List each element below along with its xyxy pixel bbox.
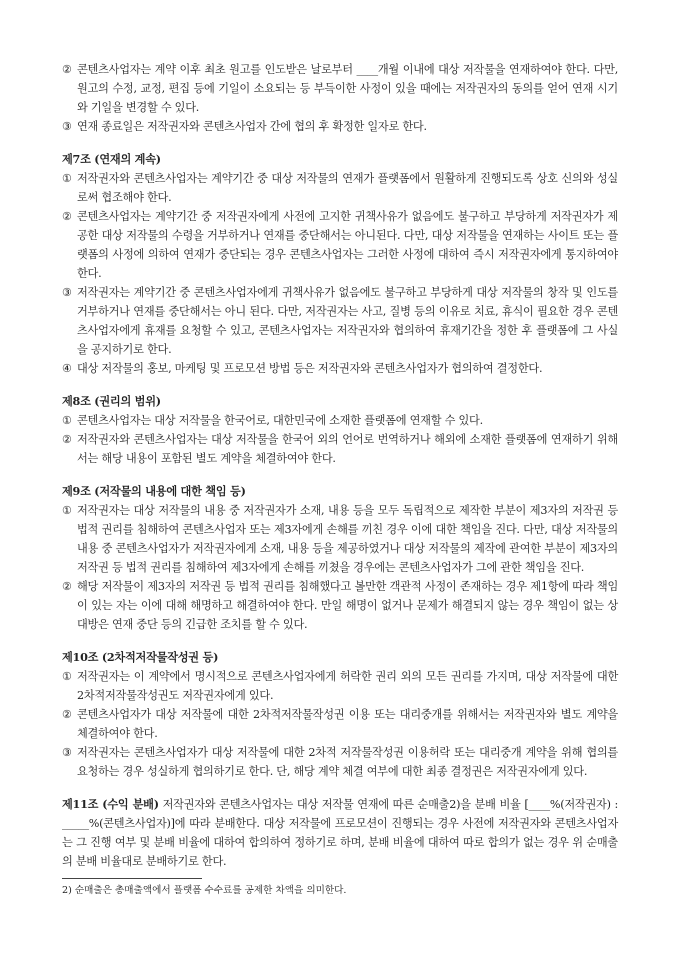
clause-text: 대상 저작물의 홍보, 마케팅 및 프로모션 방법 등은 저작권자와 콘텐츠사업자가 협의하여 결정한다.: [77, 362, 543, 375]
clause-text: 해당 저작물이 제3자의 저작권 등 법적 권리를 침해했다고 볼만한 객관적 사정이 존재하는 경우 제1항에 따라 책임이 있는 자는 이에 대해 해명하고 해결하여야 한다. 만일 해명이 없거나 문제가 해결되지 않는 경우 책임이 없는 상대방은 연재 중단 등의 긴급한 조치를 할 수 있다.: [77, 580, 618, 631]
clause-text: 콘텐츠사업자는 계약 이후 최초 원고를 인도받은 날로부터 ____개월 이내에 대상 저작물을 연재하여야 한다. 다만, 원고의 수정, 교정, 편집 등에 기일이 소요되는 등 부득이한 사정이 있을 때에는 저작권자의 동의를 얻어 연재 시기와 기일을 변경할 수 있다.: [77, 63, 618, 114]
clause-text: 콘텐츠사업자는 계약기간 중 저작권자에게 사전에 고지한 귀책사유가 없음에도 불구하고 부당하게 저작권자가 제공한 대상 저작물의 수령을 거부하거나 연재를 중단해서는 아니된다. 다만, 대상 저작물을 연재하는 사이트 또는 플랫폼의 사정에 의하여 연재가 중단되는 경우 콘텐츠사업자는 그러한 사정에 대하여 즉시 저작권자에게 통지하여야 한다.: [77, 210, 618, 280]
article-11: [62, 795, 618, 871]
clause-number: ①: [62, 504, 72, 517]
clause-number: ①: [62, 172, 72, 185]
article-7-heading: 제7조 (연재의 계속): [62, 152, 161, 166]
clause-text: 저작권자와 콘텐츠사업자는 계약기간 중 대상 저작물의 연재가 플랫폼에서 원활하게 진행되도록 상호 신의와 성실로써 협조해야 한다.: [77, 172, 618, 204]
article-8-heading: 제8조 (권리의 범위): [62, 394, 161, 408]
document-body: [62, 60, 618, 871]
clause-9-1: [62, 501, 618, 577]
clause-9-2: [62, 577, 618, 634]
footnote-divider: [62, 878, 202, 879]
clause-number: ①: [62, 670, 72, 683]
clause-number: ③: [62, 286, 72, 299]
clause-6-2: [62, 60, 618, 117]
clause-number: ②: [62, 210, 72, 223]
clause-number: ①: [62, 414, 72, 427]
clause-text: 콘텐츠사업자가 대상 저작물에 대한 2차적저작물작성권 이용 또는 대리중개를 위해서는 저작권자와 별도 계약을 체결하여야 한다.: [77, 708, 618, 740]
article-11-text: 저작권자와 콘텐츠사업자는 대상 저작물 연재에 따른 순매출2)을 분배 비율 [____%(저작권자) : _____%(콘텐츠사업자)]에 따라 분배한다. 대상 저작물에 프로모션이 진행되는 경우 사전에 저작권자와 콘텐츠사업자는 그 진행 여부 및 분배 비율에 대하여 합의하여 정하기로 하며, 분배 비율에 대하여 따로 합의가 없는 경우 위 순매출의 분배 비율대로 분배하기로 한다.: [62, 798, 619, 868]
clause-number: ③: [62, 120, 72, 133]
clause-number: ②: [62, 63, 72, 76]
article-9-heading: 제9조 (저작물의 내용에 대한 책임 등): [62, 484, 246, 498]
clause-8-1: [62, 411, 618, 430]
clause-text: 콘텐츠사업자는 대상 저작물을 한국어로, 대한민국에 소재한 플랫폼에 연재할 수 있다.: [77, 414, 483, 427]
footnote: 2) 순매출은 총매출액에서 플랫폼 수수료를 공제한 차액을 의미한다.: [62, 885, 347, 896]
clause-text: 연재 종료일은 저작권자와 콘텐츠사업자 간에 협의 후 확정한 일자로 한다.: [77, 120, 427, 133]
clause-number: ②: [62, 708, 72, 721]
clause-10-3: [62, 743, 618, 781]
clause-10-1: [62, 667, 618, 705]
clause-10-2: [62, 705, 618, 743]
clause-7-1: [62, 169, 618, 207]
article-10-heading: 제10조 (2차적저작물작성권 등): [62, 650, 219, 664]
article-11-heading: 제11조 (수익 분배): [62, 797, 159, 811]
clause-8-2: [62, 430, 618, 468]
clause-text: 저작권자는 계약기간 중 콘텐츠사업자에게 귀책사유가 없음에도 불구하고 부당하게 대상 저작물의 창작 및 인도를 거부하거나 연재를 중단해서는 아니 된다. 다만, 저작권자는 사고, 질병 등의 이유로 치료, 휴식이 필요한 경우 콘텐츠사업자에게 휴재를 요청할 수 있고, 콘텐츠사업자는 저작권자와 협의하여 휴재기간을 정한 후 플랫폼에 그 사실을 공지하기로 한다.: [77, 286, 618, 356]
clause-number: ④: [62, 362, 72, 375]
clause-text: 저작권자와 콘텐츠사업자는 대상 저작물을 한국어 외의 언어로 번역하거나 해외에 소재한 플랫폼에 연재하기 위해서는 해당 내용이 포함된 별도 계약을 체결하여야 한다.: [77, 433, 618, 465]
clause-7-2: [62, 207, 618, 283]
clause-number: ②: [62, 580, 72, 593]
clause-text: 저작권자는 대상 저작물의 내용 중 저작권자가 소재, 내용 등을 모두 독립적으로 제작한 부분이 제3자의 저작권 등 법적 권리를 침해하여 콘텐츠사업자 또는 제3자에게 손해를 끼친 경우 이에 대한 책임을 진다. 다만, 대상 저작물의 내용 중 콘텐츠사업자가 저작권자에게 소재, 내용 등을 제공하였거나 대상 저작물의 제작에 관여한 부분이 제3자의 저작권 등 법적 권리를 침해하여 제3자에게 손해를 끼쳤을 경우에는 콘텐츠사업자가 그에 관한 책임을 진다.: [77, 504, 618, 574]
clause-7-3: [62, 283, 618, 359]
clause-number: ②: [62, 433, 72, 446]
clause-text: 저작권자는 이 계약에서 명시적으로 콘텐츠사업자에게 허락한 권리 외의 모든 권리를 가지며, 대상 저작물에 대한 2차적저작물작성권도 저작권자에게 있다.: [77, 670, 618, 702]
clause-6-3: [62, 117, 618, 136]
clause-text: 저작권자는 콘텐츠사업자가 대상 저작물에 대한 2차적 저작물작성권 이용허락 또는 대리중개 계약을 위해 협의를 요청하는 경우 성실하게 협의하기로 한다. 단, 해당 계약 체결 여부에 대한 최종 결정권은 저작권자에게 있다.: [77, 746, 618, 778]
clause-7-4: [62, 359, 618, 378]
clause-number: ③: [62, 746, 72, 759]
